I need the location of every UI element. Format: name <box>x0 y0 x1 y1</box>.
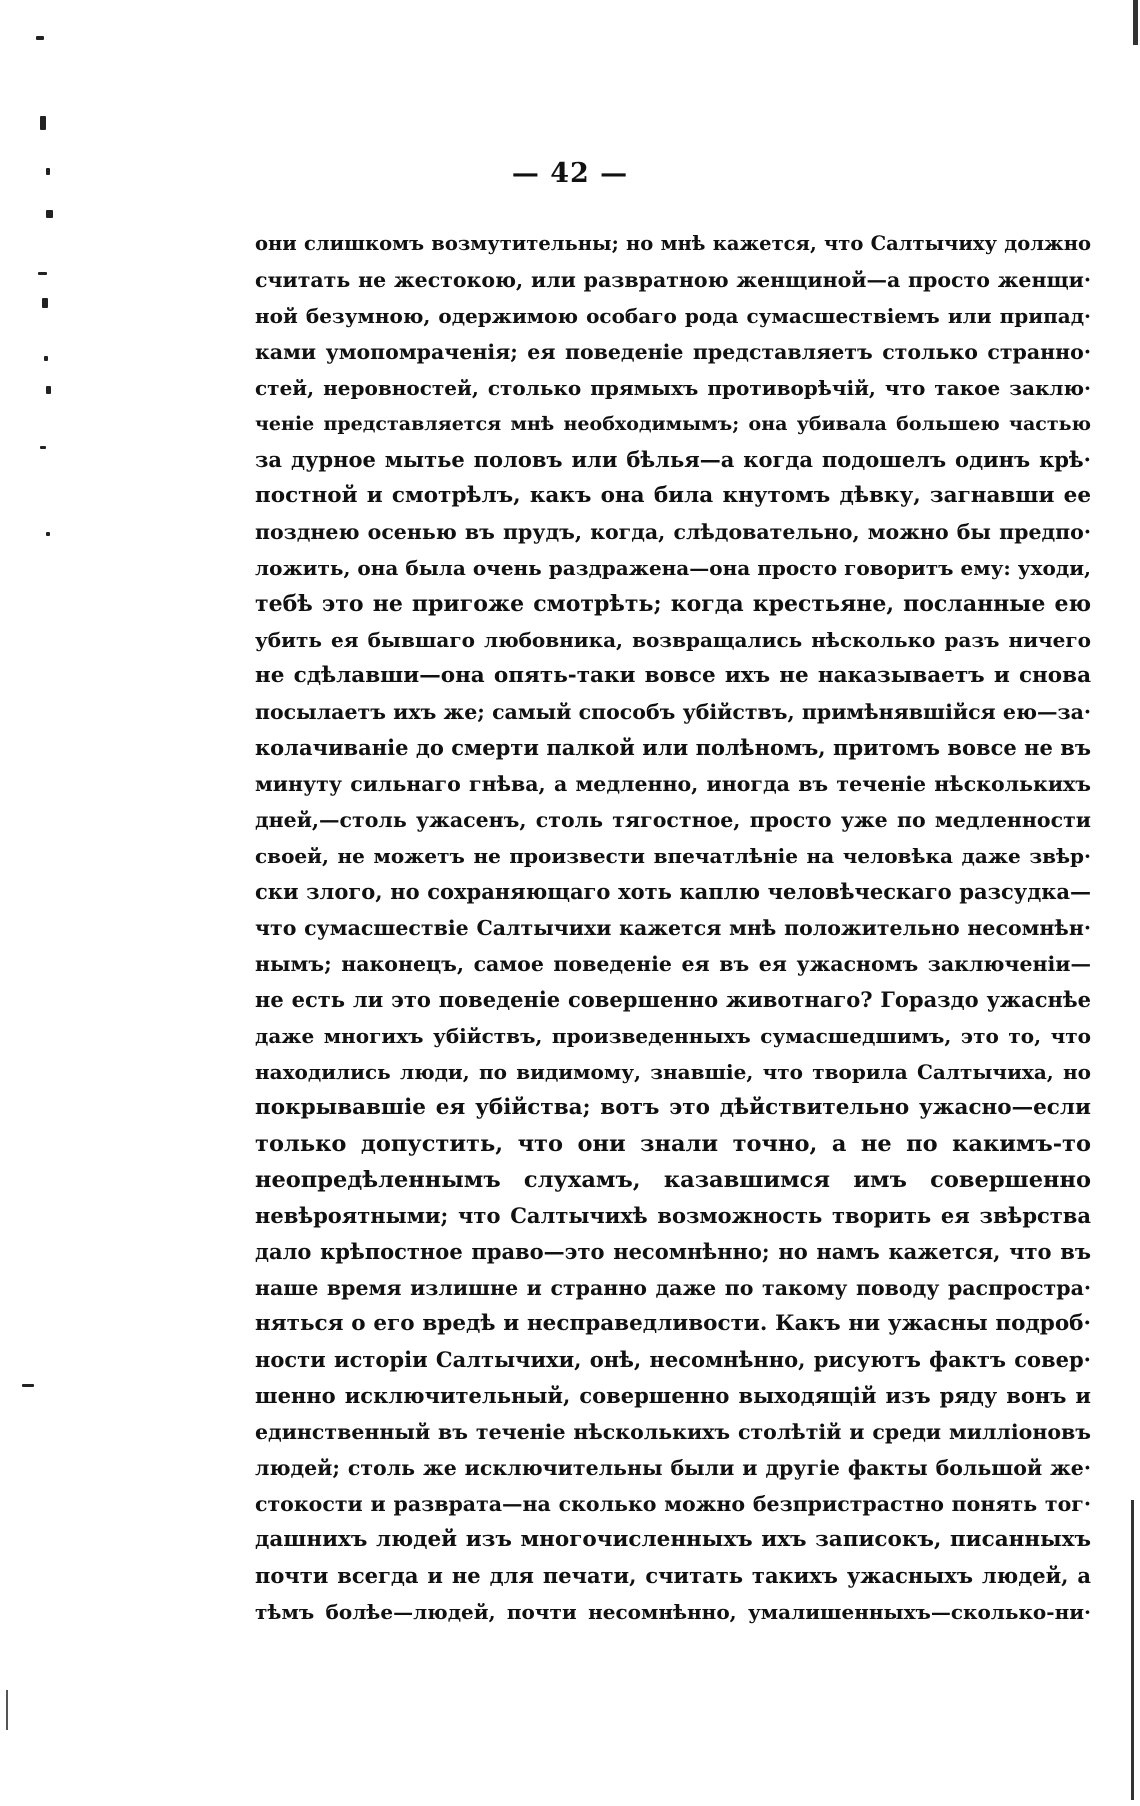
scan-speck <box>40 446 46 449</box>
text-line: ложить, она была очень раздражена—она просто говоритъ ему: уходи, <box>255 556 1091 580</box>
text-line: не сдѣлавши—она опять-таки вовсе ихъ не наказываетъ и снова <box>255 663 1091 688</box>
text-line: за дурное мытье половъ или бѣлья—а когда подошелъ одинъ крѣ· <box>255 447 1091 472</box>
text-line: шенно исключительный, совершенно выходящій изъ ряду вонъ и <box>255 1383 1091 1408</box>
text-line: наше время излишне и странно даже по такому поводу распростра· <box>255 1276 1091 1300</box>
body-text <box>255 226 1091 1630</box>
text-line: ной безумною, одержимою особаго рода сумасшествіемъ или припад· <box>255 304 1091 328</box>
text-line: тѣмъ болѣе—людей, почти несомнѣнно, умалишенныхъ—сколько-ни· <box>255 1600 1091 1624</box>
text-line: ности исторіи Салтычихи, онѣ, несомнѣнно, рисуютъ фактъ совер· <box>255 1347 1091 1372</box>
scan-edge-line <box>1131 1500 1134 1800</box>
text-line: постной и смотрѣлъ, какъ она била кнутомъ дѣвку, загнавши ее <box>255 483 1091 508</box>
text-line: они слишкомъ возмутительны; но мнѣ кажется, что Салтычиху должно <box>255 232 1091 255</box>
scan-speck <box>38 272 47 275</box>
text-line: минуту сильнаго гнѣва, а медленно, иногда въ теченіе нѣсколькихъ <box>255 772 1091 796</box>
scan-speck <box>42 298 48 308</box>
text-line: своей, не можетъ не произвести впечатлѣніе на человѣка даже звѣр· <box>255 844 1091 868</box>
text-line: считать не жестокою, или развратною женщиной—а просто женщи· <box>255 268 1091 292</box>
text-line: дало крѣпостное право—это несомнѣнно; но намъ кажется, что въ <box>255 1239 1091 1264</box>
page-number: — 42 — <box>511 158 629 189</box>
text-line: дней,—столь ужасенъ, столь тягостное, просто уже по медленности <box>255 808 1091 832</box>
text-line: единственный въ теченіе нѣсколькихъ столѣтій и среди милліоновъ <box>255 1420 1091 1444</box>
text-line: что сумасшествіе Салтычихи кажется мнѣ положительно несомнѣн· <box>255 916 1091 940</box>
scan-speck <box>40 116 46 130</box>
scan-speck <box>46 532 50 536</box>
scan-edge-line <box>6 1690 8 1730</box>
text-line: ченіе представляется мнѣ необходимымъ; она убивала большею частью <box>255 413 1091 435</box>
text-line: стокости и разврата—на сколько можно безпристрастно понять тог· <box>255 1492 1091 1516</box>
text-line: тебѣ это не пригоже смотрѣть; когда крестьяне, посланные ею <box>255 591 1091 617</box>
text-line: даже многихъ убійствъ, произведенныхъ сумасшедшимъ, это то, что <box>255 1024 1091 1048</box>
text-line: нымъ; наконецъ, самое поведеніе ея въ ея ужасномъ заключеніи— <box>255 952 1091 976</box>
text-line: посылаетъ ихъ же; самый способъ убійствъ, примѣнявшійся ею—за· <box>255 700 1091 724</box>
text-line: находились люди, по видимому, знавшіе, что творила Салтычиха, но <box>255 1060 1091 1084</box>
text-line: людей; столь же исключительны были и другіе факты большой же· <box>255 1456 1091 1480</box>
text-line: позднею осенью въ прудъ, когда, слѣдовательно, можно бы предпо· <box>255 520 1091 544</box>
scan-speck <box>46 210 53 218</box>
text-line: не есть ли это поведеніе совершенно животнаго? Гораздо ужаснѣе <box>255 987 1091 1012</box>
scan-speck <box>22 1384 34 1387</box>
text-line: стей, неровностей, столько прямыхъ противорѣчій, что такое заклю· <box>255 376 1091 400</box>
text-line: невѣроятными; что Салтычихѣ возможность творить ея звѣрства <box>255 1203 1091 1228</box>
scan-edge-mark <box>1133 0 1138 45</box>
scan-speck <box>36 36 44 40</box>
text-line: покрывавшіе ея убійства; вотъ это дѣйствительно ужасно—если <box>255 1095 1091 1120</box>
text-line: неопредѣленнымъ слухамъ, казавшимся имъ совершенно <box>255 1167 1091 1193</box>
text-line: ски злого, но сохраняющаго хоть каплю человѣческаго разсудка— <box>255 879 1091 904</box>
text-line: только допустить, что они знали точно, а не по какимъ-то <box>255 1131 1091 1157</box>
scan-speck <box>46 386 51 394</box>
text-line: няться о его вредѣ и несправедливости. Какъ ни ужасны подроб· <box>255 1311 1091 1336</box>
text-line: почти всегда и не для печати, считать такихъ ужасныхъ людей, а <box>255 1563 1091 1588</box>
text-line: дашнихъ людей изъ многочисленныхъ ихъ записокъ, писанныхъ <box>255 1527 1091 1552</box>
text-line: колачиваніе до смерти палкой или полѣномъ, притомъ вовсе не въ <box>255 735 1091 760</box>
text-line: ками умопомраченія; ея поведеніе представляетъ столько странно· <box>255 340 1091 364</box>
scan-speck <box>44 356 48 361</box>
text-line: убить ея бывшаго любовника, возвращались нѣсколько разъ ничего <box>255 628 1091 652</box>
